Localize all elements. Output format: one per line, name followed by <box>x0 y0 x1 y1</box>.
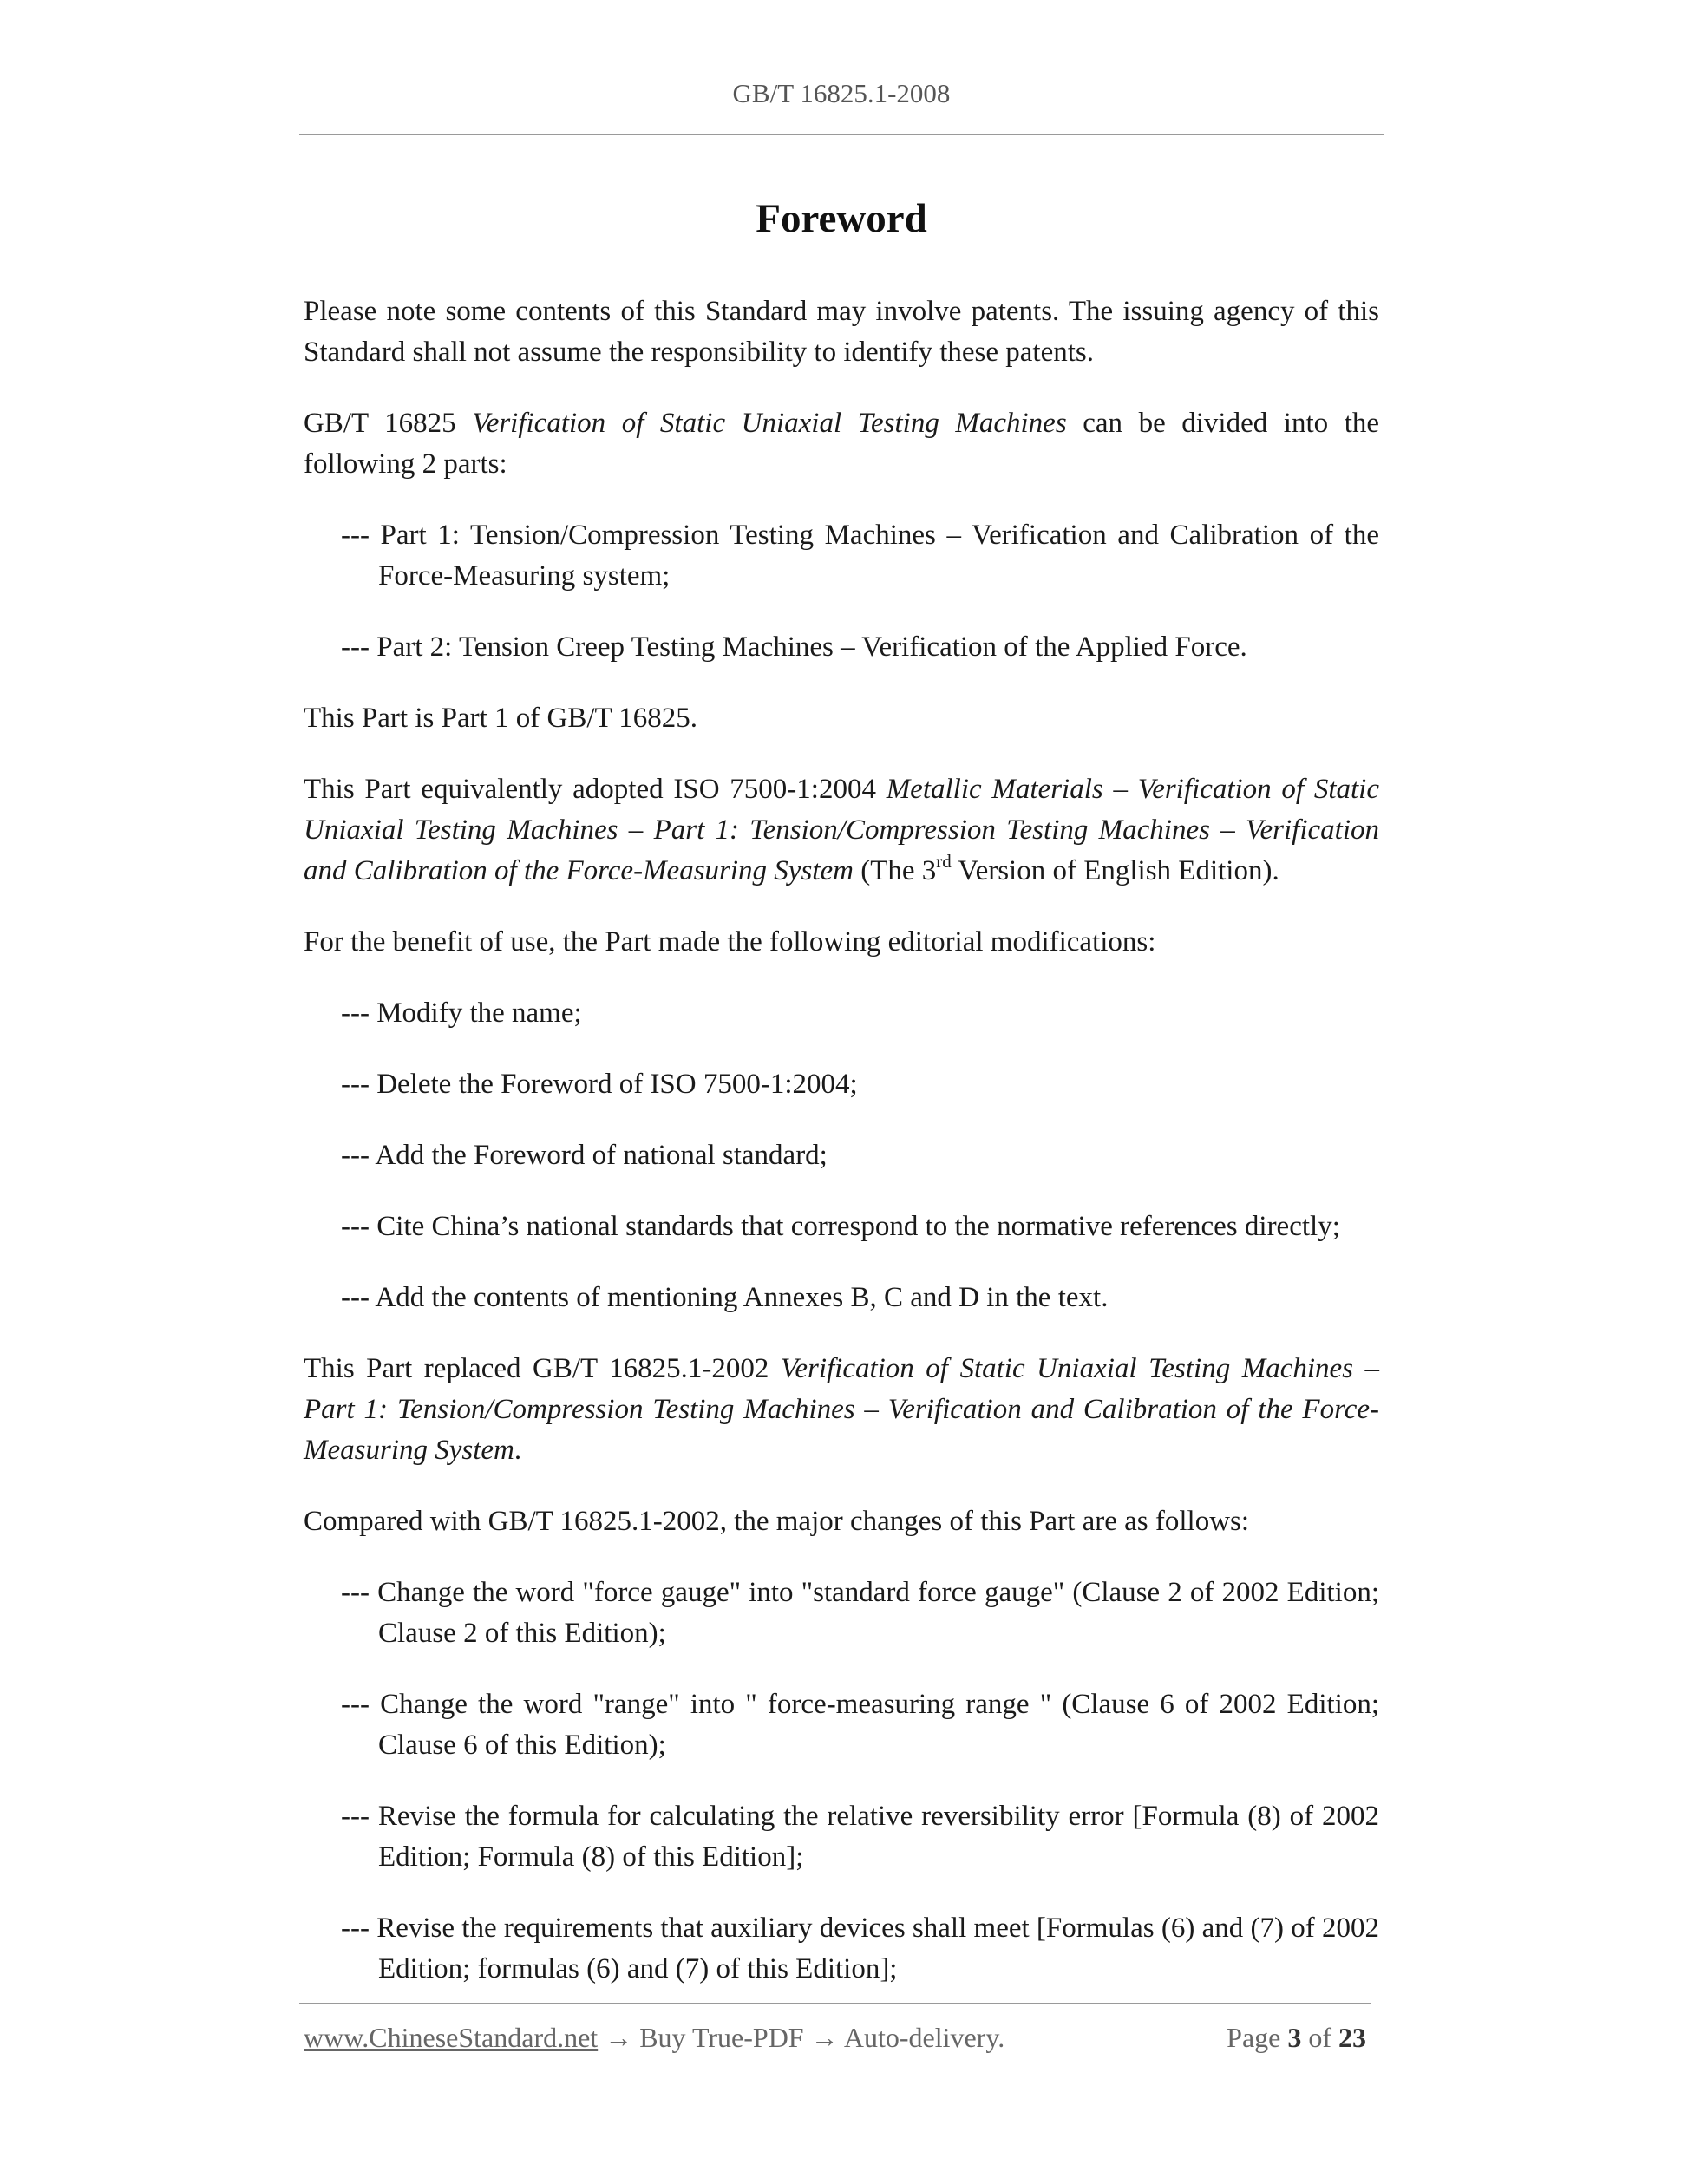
list-item-modification: --- Add the contents of mentioning Annexes B, C and D in the text. <box>341 1282 1109 1313</box>
paragraph-this-part: This Part is Part 1 of GB/T 16825. <box>304 703 698 734</box>
list-item-modification: --- Add the Foreword of national standard; <box>341 1140 828 1171</box>
paragraph-adoption: This Part equivalently adopted ISO 7500-1:2004 Metallic Materials – Verification of Static Uniaxial Testing Machines – Part 1: Tension/Compression Testing Machines – Verification and Calibration of the Force-Measuring System (The 3rd Version of English Edition). <box>304 774 1379 886</box>
list-item-change: --- Revise the requirements that auxiliary devices shall meet [Formulas (6) and (7) of 2002 Edition; formulas (6) and (7) of this Edition]; <box>341 1913 1379 1985</box>
footer-delivery-text: → Auto-delivery. <box>810 2022 1005 2053</box>
paragraph-replacement: This Part replaced GB/T 16825.1-2002 Verification of Static Uniaxial Testing Machines – Part 1: Tension/Compression Testing Machines – Verification and Calibration of the Force-Measuring System. <box>304 1353 1379 1466</box>
page-title: Foreword <box>756 196 927 241</box>
list-item-part-2: --- Part 2: Tension Creep Testing Machines – Verification of the Applied Force. <box>341 631 1247 663</box>
footer-divider <box>299 2003 1371 2004</box>
footer-buy-text: → Buy True-PDF <box>598 2022 811 2053</box>
header-divider <box>299 134 1384 135</box>
paragraph-changes-intro: Compared with GB/T 16825.1-2002, the major changes of this Part are as follows: <box>304 1506 1250 1537</box>
list-item-part-1: --- Part 1: Tension/Compression Testing Machines – Verification and Calibration of the Force-Measuring system; <box>341 520 1379 592</box>
list-item-change: --- Revise the formula for calculating the relative reversibility error [Formula (8) of 2002 Edition; Formula (8) of this Edition]; <box>341 1801 1379 1873</box>
page-indicator: Page 3 of 23 <box>1227 2022 1366 2053</box>
running-header: GB/T 16825.1-2008 <box>732 78 951 108</box>
paragraph-parts-intro: GB/T 16825 Verification of Static Uniaxial Testing Machines can be divided into the following 2 parts: <box>304 408 1380 480</box>
website-link[interactable]: www.ChineseStandard.net <box>304 2022 599 2053</box>
document-body <box>304 291 1379 2020</box>
list-item-modification: --- Modify the name; <box>341 997 582 1029</box>
iso-title: Metallic Materials – Verification of Static Uniaxial Testing Machines – Part 1: Tension/Compression Testing Machines – Verification and Calibration of the Force-Measuring System <box>304 774 1379 886</box>
page-footer <box>304 2022 1371 2054</box>
replaced-standard-title: Verification of Static Uniaxial Testing Machines – Part 1: Tension/Compression Testing Machines – Verification and Calibration of the Force-Measuring System <box>304 1353 1379 1466</box>
list-item-modification: --- Cite China’s national standards that correspond to the normative references directly; <box>341 1211 1340 1242</box>
paragraph-modifications-intro: For the benefit of use, the Part made the following editorial modifications: <box>304 926 1156 958</box>
list-item-change: --- Change the word "force gauge" into "standard force gauge" (Clause 2 of 2002 Edition; Clause 2 of this Edition); <box>341 1577 1379 1649</box>
list-item-modification: --- Delete the Foreword of ISO 7500-1:2004; <box>341 1069 858 1100</box>
standard-title: Verification of Static Uniaxial Testing Machines <box>472 408 1067 439</box>
paragraph-patents: Please note some contents of this Standard may involve patents. The issuing agency of this Standard shall not assume the responsibility to identify these patents. <box>304 296 1379 368</box>
page-number: 3 <box>1287 2022 1302 2053</box>
list-item-change: --- Change the word "range" into " force-measuring range " (Clause 6 of 2002 Edition; Clause 6 of this Edition); <box>341 1689 1379 1761</box>
page-total: 23 <box>1338 2022 1366 2053</box>
